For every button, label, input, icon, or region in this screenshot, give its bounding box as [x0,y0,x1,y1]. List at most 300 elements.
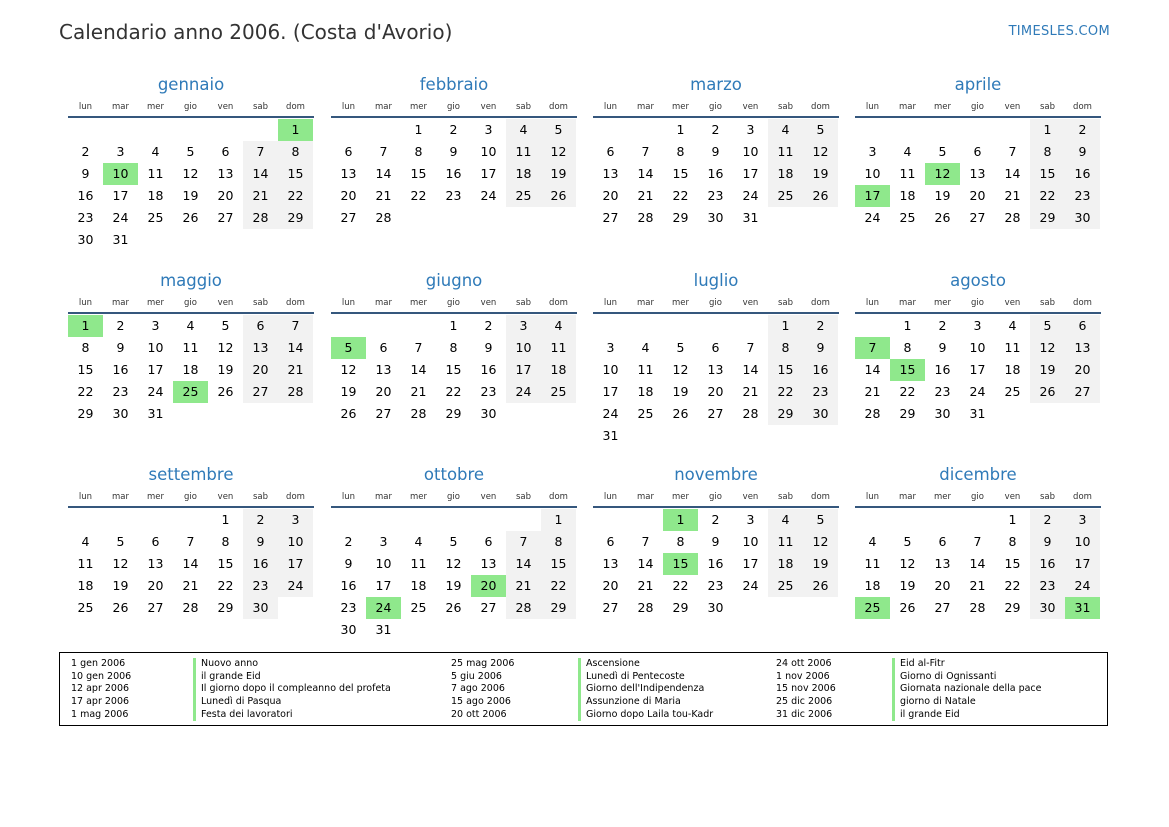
weekday-header [593,98,839,118]
day-cell: 29 [672,210,689,225]
day-cell: 18 [899,188,916,203]
day-cell: 31 [969,406,986,421]
day-cell: 3 [506,315,541,337]
empty-day-cell [506,619,541,641]
day-cell: 28 [375,210,392,225]
week-row [855,531,1101,553]
weekday-label: gio [709,298,722,308]
empty-day-cell [173,403,208,425]
empty-day-cell [593,509,628,531]
day-cell: 21 [182,578,199,593]
holiday-day-cell: 7 [855,337,890,359]
day-cell: 13 [340,166,357,181]
empty-day-cell [995,119,1030,141]
day-cell: 7 [1008,144,1017,159]
day-cell: 22 [541,575,576,597]
day-cell: 24 [278,575,313,597]
day-cell: 18 [864,578,881,593]
day-cell: 8 [676,534,685,549]
day-cell: 19 [340,384,357,399]
day-cell: 10 [864,166,881,181]
holiday-day-cell: 15 [663,553,698,575]
holiday-day-cell: 25 [855,597,890,619]
holiday-name: Assunzione di Maria [578,696,713,709]
day-cell: 22 [410,188,427,203]
day-cell: 30 [340,622,357,637]
day-cell: 22 [278,185,313,207]
day-cell: 22 [672,578,689,593]
empty-day-cell [890,119,925,141]
day-cell: 12 [803,531,838,553]
day-cell: 12 [672,362,689,377]
weekday-header [855,294,1101,314]
day-cell: 24 [742,188,759,203]
week-row [331,119,577,141]
empty-day-cell [208,229,243,251]
day-cell: 20 [707,384,724,399]
day-cell: 6 [606,144,615,159]
weekday-header [593,294,839,314]
holiday-day-cell: 15 [890,359,925,381]
weekday-label: mar [637,492,654,502]
empty-day-cell [68,509,103,531]
day-cell: 14 [742,362,759,377]
day-cell: 22 [77,384,94,399]
month-name: novembre [674,465,758,484]
day-cell: 30 [707,600,724,615]
day-cell: 13 [147,556,164,571]
week-row [68,337,314,359]
day-cell: 10 [147,340,164,355]
weekday-label: mer [671,298,689,308]
day-cell: 16 [340,578,357,593]
week-row [593,185,839,207]
empty-day-cell [243,229,278,251]
empty-day-cell [471,207,506,229]
day-cell: 19 [217,362,234,377]
week-row [593,575,839,597]
day-cell: 21 [637,578,654,593]
day-cell: 5 [803,509,838,531]
day-cell: 8 [278,141,313,163]
site-link[interactable]: TIMESLES.COM [1008,24,1110,39]
day-cell: 30 [243,597,278,619]
empty-day-cell [803,425,838,447]
day-cell: 9 [81,166,90,181]
week-row [331,163,577,185]
month-maggio [68,270,314,425]
empty-day-cell [541,403,576,425]
week-row [68,553,314,575]
day-cell: 23 [707,578,724,593]
week-row [68,229,314,251]
day-cell: 6 [344,144,353,159]
week-row [68,141,314,163]
day-cell: 4 [414,534,423,549]
day-cell: 25 [1004,384,1021,399]
day-cell: 6 [151,534,160,549]
weekday-label: mer [146,492,164,502]
empty-day-cell [471,619,506,641]
day-cell: 8 [414,144,423,159]
empty-day-cell [436,619,471,641]
day-cell: 11 [410,556,427,571]
holiday-name: Giorno dell'Indipendenza [578,683,713,696]
day-cell: 15 [672,166,689,181]
day-cell: 19 [672,384,689,399]
empty-day-cell [593,119,628,141]
day-cell: 8 [221,534,230,549]
empty-day-cell [663,315,698,337]
day-cell: 27 [602,210,619,225]
week-row [331,359,577,381]
empty-day-cell [506,403,541,425]
day-cell: 31 [742,210,759,225]
weekday-label: mar [112,492,129,502]
day-cell: 14 [410,362,427,377]
week-row [855,381,1101,403]
day-cell: 10 [375,556,392,571]
day-cell: 17 [742,166,759,181]
weekday-label: gio [709,492,722,502]
empty-day-cell [855,315,890,337]
day-cell: 9 [711,144,720,159]
day-cell: 8 [1030,141,1065,163]
day-cell: 21 [1004,188,1021,203]
day-cell: 30 [112,406,129,421]
weekday-label: sab [1039,102,1056,112]
day-cell: 18 [637,384,654,399]
day-cell: 29 [217,600,234,615]
week-row [855,141,1101,163]
holiday-name: Giorno dopo Laila tou-Kadr [578,709,713,722]
day-cell: 27 [340,210,357,225]
day-cell: 16 [934,362,951,377]
day-cell: 10 [602,362,619,377]
holiday-legend [59,652,1108,726]
day-cell: 28 [243,207,278,229]
legend-date-column [71,658,131,721]
weekday-label: dom [1073,298,1092,308]
day-cell: 26 [672,406,689,421]
empty-day-cell [1030,403,1065,425]
empty-day-cell [698,425,733,447]
month-name: aprile [954,75,1002,94]
day-cell: 9 [484,340,493,355]
weekday-label: dom [286,102,305,112]
week-row [593,425,839,447]
empty-day-cell [138,229,173,251]
day-cell: 18 [541,359,576,381]
weekday-label: mer [146,298,164,308]
day-cell: 27 [707,406,724,421]
day-cell: 18 [147,188,164,203]
day-cell: 2 [116,318,125,333]
week-row [855,337,1101,359]
day-cell: 11 [182,340,199,355]
week-row [331,509,577,531]
day-cell: 18 [182,362,199,377]
week-row [855,207,1101,229]
month-name: luglio [693,271,739,290]
month-marzo [593,74,839,229]
holiday-name: il grande Eid [193,671,391,684]
day-cell: 11 [506,141,541,163]
empty-day-cell [803,207,838,229]
day-cell: 18 [506,163,541,185]
weekday-label: sab [252,298,269,308]
empty-day-cell [366,119,401,141]
holiday-name: Giornata nazionale della pace [892,683,1042,696]
weekday-header [855,488,1101,508]
weekday-label: mar [899,102,916,112]
empty-day-cell [243,403,278,425]
day-cell: 5 [903,534,912,549]
empty-day-cell [436,509,471,531]
day-cell: 24 [480,188,497,203]
weekday-label: mer [146,102,164,112]
day-cell: 16 [112,362,129,377]
day-cell: 15 [217,556,234,571]
empty-day-cell [506,207,541,229]
day-cell: 5 [938,144,947,159]
day-cell: 5 [1030,315,1065,337]
day-cell: 6 [243,315,278,337]
day-cell: 4 [1008,318,1017,333]
empty-day-cell [401,207,436,229]
day-cell: 30 [77,232,94,247]
day-cell: 14 [243,163,278,185]
day-cell: 17 [278,553,313,575]
month-name: ottobre [423,465,485,484]
day-cell: 17 [506,359,541,381]
day-cell: 2 [711,512,720,527]
day-cell: 26 [445,600,462,615]
day-cell: 11 [864,556,881,571]
day-cell: 4 [186,318,195,333]
day-cell: 9 [1065,141,1100,163]
day-cell: 9 [1030,531,1065,553]
day-cell: 26 [1030,381,1065,403]
empty-day-cell [401,509,436,531]
weekday-label: dom [811,298,830,308]
day-cell: 5 [186,144,195,159]
day-cell: 1 [1008,512,1017,527]
holiday-date: 20 ott 2006 [451,708,507,720]
week-row [68,531,314,553]
week-row [593,141,839,163]
weekday-label: ven [217,298,234,308]
day-cell: 28 [742,406,759,421]
week-row [593,207,839,229]
holiday-date: 10 gen 2006 [71,670,132,682]
empty-day-cell [733,597,768,619]
day-cell: 26 [182,210,199,225]
weekday-label: dom [549,492,568,502]
month-novembre [593,464,839,619]
weekday-header [331,98,577,118]
day-cell: 29 [1030,207,1065,229]
holiday-date: 15 nov 2006 [776,683,836,695]
week-row [331,207,577,229]
day-cell: 25 [768,575,803,597]
day-cell: 9 [938,340,947,355]
day-cell: 22 [768,381,803,403]
day-cell: 3 [1065,509,1100,531]
day-cell: 11 [899,166,916,181]
empty-day-cell [173,229,208,251]
weekday-label: lun [341,298,356,308]
week-row [593,359,839,381]
weekday-label: ven [1004,492,1021,502]
weekday-label: dom [1073,492,1092,502]
holiday-day-cell: 1 [68,315,103,337]
week-row [855,403,1101,425]
day-cell: 17 [375,578,392,593]
day-cell: 24 [147,384,164,399]
day-cell: 19 [899,578,916,593]
day-cell: 13 [602,166,619,181]
day-cell: 12 [899,556,916,571]
weekday-label: mer [409,492,427,502]
day-cell: 6 [973,144,982,159]
holiday-date: 15 ago 2006 [451,696,511,708]
weekday-label: mar [899,492,916,502]
holiday-date: 1 gen 2006 [71,658,126,669]
week-row [68,119,314,141]
day-cell: 10 [742,144,759,159]
holiday-day-cell: 5 [331,337,366,359]
day-cell: 19 [1030,359,1065,381]
day-cell: 4 [768,119,803,141]
day-cell: 3 [484,122,493,137]
empty-day-cell [995,403,1030,425]
holiday-date: 7 ago 2006 [451,683,505,695]
day-cell: 9 [711,534,720,549]
week-row [68,207,314,229]
week-row [855,597,1101,619]
day-cell: 2 [711,122,720,137]
weekday-label: mer [409,298,427,308]
week-row [68,403,314,425]
day-cell: 14 [506,553,541,575]
day-cell: 28 [278,381,313,403]
day-cell: 8 [903,340,912,355]
day-cell: 19 [445,578,462,593]
day-cell: 26 [112,600,129,615]
empty-day-cell [960,509,995,531]
day-cell: 16 [445,166,462,181]
holiday-date: 12 apr 2006 [71,683,130,695]
day-cell: 12 [217,340,234,355]
empty-day-cell [768,425,803,447]
weekday-label: mar [899,298,916,308]
day-cell: 25 [147,210,164,225]
day-cell: 11 [541,337,576,359]
empty-day-cell [593,315,628,337]
day-cell: 23 [1065,185,1100,207]
day-cell: 8 [676,144,685,159]
day-cell: 30 [1065,207,1100,229]
day-cell: 21 [375,188,392,203]
weekday-label: ven [217,492,234,502]
empty-day-cell [663,425,698,447]
empty-day-cell [925,509,960,531]
holiday-day-cell: 20 [471,575,506,597]
empty-day-cell [173,119,208,141]
week-row [593,163,839,185]
day-cell: 6 [711,340,720,355]
holiday-day-cell: 1 [278,119,313,141]
day-cell: 18 [77,578,94,593]
weekday-label: lun [78,102,93,112]
week-row [855,185,1101,207]
day-cell: 30 [707,210,724,225]
weekday-label: ven [217,102,234,112]
day-cell: 24 [602,406,619,421]
weekday-label: dom [549,298,568,308]
day-cell: 14 [375,166,392,181]
day-cell: 26 [803,185,838,207]
day-cell: 22 [445,384,462,399]
day-cell: 7 [746,340,755,355]
empty-day-cell [278,403,313,425]
day-cell: 15 [541,553,576,575]
weekday-label: dom [811,492,830,502]
weekday-label: lun [865,298,880,308]
empty-day-cell [768,207,803,229]
day-cell: 23 [243,575,278,597]
weekday-label: ven [1004,298,1021,308]
week-row [593,119,839,141]
day-cell: 8 [81,340,90,355]
weekday-label: gio [184,492,197,502]
day-cell: 26 [899,600,916,615]
empty-day-cell [1065,403,1100,425]
day-cell: 4 [506,119,541,141]
day-cell: 14 [864,362,881,377]
day-cell: 24 [506,381,541,403]
day-cell: 10 [506,337,541,359]
day-cell: 2 [938,318,947,333]
day-cell: 18 [768,553,803,575]
day-cell: 1 [1030,119,1065,141]
holiday-date: 5 giu 2006 [451,670,502,682]
week-row [855,163,1101,185]
day-cell: 19 [112,578,129,593]
day-cell: 23 [445,188,462,203]
day-cell: 24 [742,578,759,593]
holiday-name: il grande Eid [892,709,1042,722]
day-cell: 11 [77,556,94,571]
week-row [593,531,839,553]
weekday-label: dom [1073,102,1092,112]
legend-name-column [892,658,1042,721]
day-cell: 13 [480,556,497,571]
day-cell: 2 [344,534,353,549]
day-cell: 8 [541,531,576,553]
day-cell: 15 [445,362,462,377]
day-cell: 14 [637,556,654,571]
holiday-day-cell: 25 [173,381,208,403]
day-cell: 17 [1065,553,1100,575]
weekday-label: gio [447,102,460,112]
holiday-date: 24 ott 2006 [776,658,832,669]
day-cell: 29 [672,600,689,615]
empty-day-cell [855,119,890,141]
weekday-label: mer [671,492,689,502]
day-cell: 2 [449,122,458,137]
